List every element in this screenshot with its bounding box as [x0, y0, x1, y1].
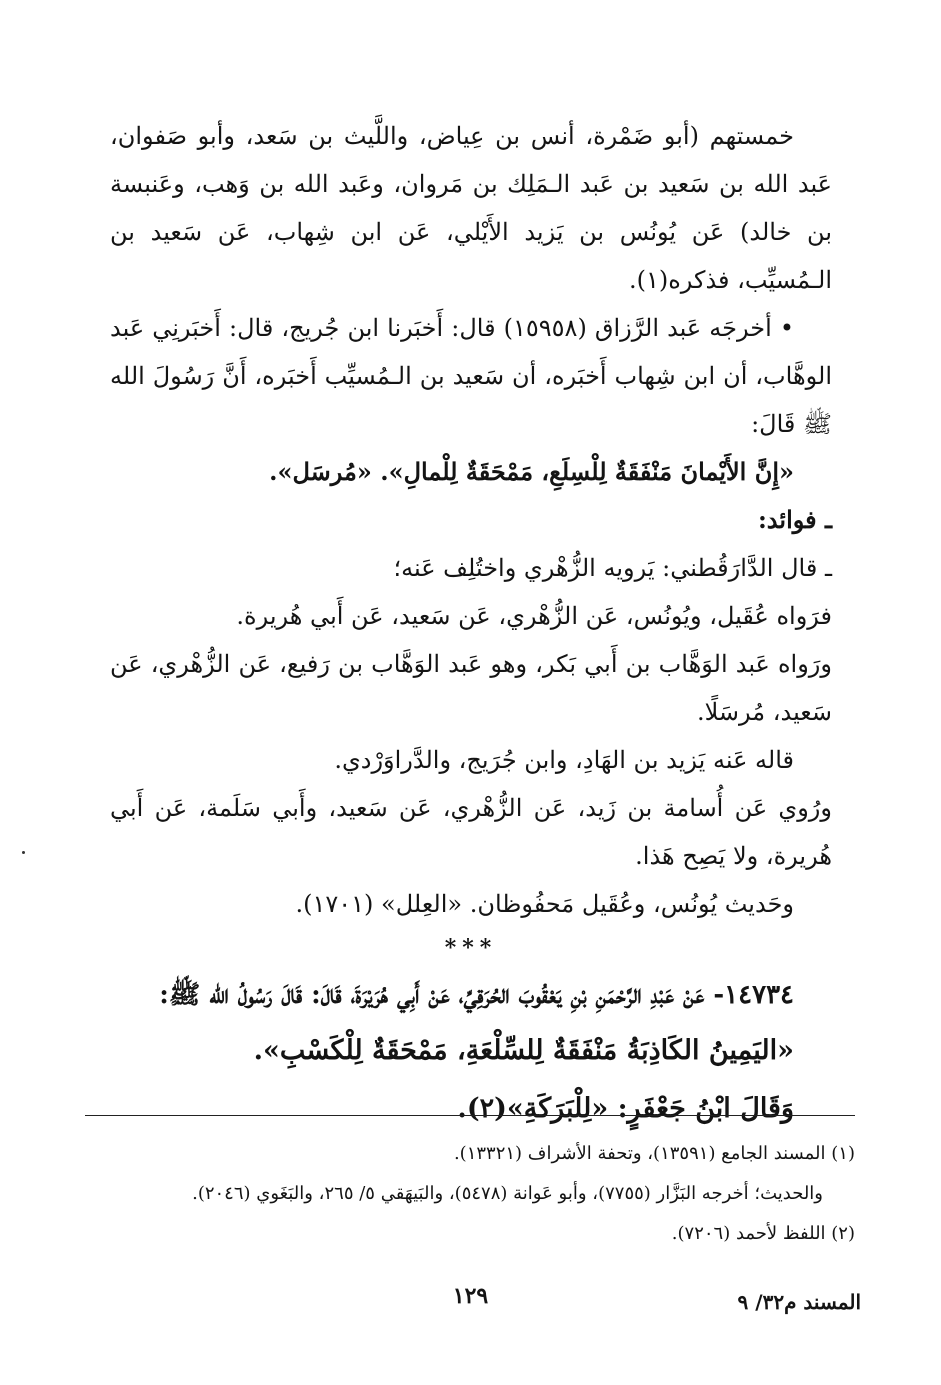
footnotes [85, 1134, 855, 1254]
volume-signature: المسند م٣٢/ ٩ [737, 1290, 861, 1314]
fawaid-heading: ـ فوائد: [757, 505, 832, 534]
footnote-1-continued: والحديث؛ أخرجه البَزَّار (٧٧٥٥)، وأبو عَوانة (٥٤٧٨)، والبَيهَقي ٥/ ٢٦٥، والبَغَوي (٢٠٤٦). [192, 1183, 823, 1204]
paragraph-qalahu: قاله عَنه يَزيد بن الهَادِ، وابن جُرَيج، والدَّراوَرْدي. [334, 746, 794, 774]
page-body [110, 112, 832, 1138]
margin-speck [22, 851, 25, 854]
paragraph-yunus-ilal: وحَديث يُونُس، وعُقَيل مَحفُوظان. «العِلل» (١٧٠١). [295, 890, 794, 918]
paragraph-usama: ورُوي عَن أُسامة بن زَيد، عَن الزُّهْري، عَن سَعيد، وأَبي سَلَمة، عَن أَبي هُريرة، ولا يَصِح هَذا. [110, 794, 832, 870]
hadith-heading: ١٤٧٣٤- عَنْ عَبْدِ الرَّحْمَنِ بْنِ يَعْقُوبَ الحُرَقِيِّ، عَنْ أَبِي هُرَيْرَةَ، قَالَ: قَالَ رَسُولُ الله ﷺ: [159, 980, 794, 1010]
page-number: ١٢٩ [452, 1283, 489, 1309]
section-divider-stars: *** [444, 935, 498, 961]
paragraph-chain: خمستهم (أبو ضَمْرة، أنس بن عِياض، واللَّيث بن سَعد، وأبو صَفوان، عَبد الله بن سَعيد بن عَبد الـمَلِك بن مَروان، وعَبد الله بن وَهب، وعَنبسة بن خالد) عَن يُونُس بن يَزيد الأَيْلي، عَن ابن شِهاب، عَن سَعيد بن الـمُسيِّب، فذكره(١). [110, 122, 832, 294]
paragraph-uqail: فرَواه عُقَيل، ويُونُس، عَن الزُّهْري، عَن سَعيد، عَن أَبي هُريرة. [236, 602, 832, 630]
paragraph-abdulwahhab: ورَواه عَبد الوَهَّاب بن أَبي بَكر، وهو عَبد الوَهَّاب بن رَفيع، عَن الزُّهْري، عَن سَعيد، مُرسَلًا. [110, 650, 832, 726]
footnote-1: (١) المسند الجامع (١٣٥٩١)، وتحفة الأشراف (١٣٣٢١). [453, 1143, 855, 1164]
footnote-2: (٢) اللفظ لأحمد (٧٢٠٦). [671, 1223, 855, 1244]
hadith-matn: «اليَمِينُ الكَاذِبَةُ مَنْفَقَةٌ لِلسِّلْعَةِ، مَمْحَقَةٌ لِلْكَسْبِ». [253, 1035, 794, 1066]
footnote-separator [85, 1115, 855, 1116]
hadith-matn-variant: وَقَالَ ابْنُ جَعْفَرٍ: «لِلْبَرَكَةِ»(٢). [457, 1093, 794, 1124]
paragraph-matn-mursal: «إِنَّ الأَيْمانَ مَنْفَقَةٌ لِلْسِلَعِ، مَمْحَقَةٌ لِلْمالِ». «مُرسَل». [269, 457, 794, 486]
paragraph-abdurrazzaq: • أخرجَه عَبد الرَّزاق (١٥٩٥٨) قال: أَخبَرنا ابن جُريج، قال: أَخبَرنِي عَبد الوهَّاب، أن ابن شِهاب أَخبَره، أن سَعيد بن الـمُسيِّب أَخبَره، أَنَّ رَسُولَ الله ﷺ قَالَ: [110, 314, 832, 438]
paragraph-daraqutni: ـ قال الدَّارَقُطني: يَرويه الزُّهْري واختُلِف عَنه؛ [393, 554, 832, 582]
